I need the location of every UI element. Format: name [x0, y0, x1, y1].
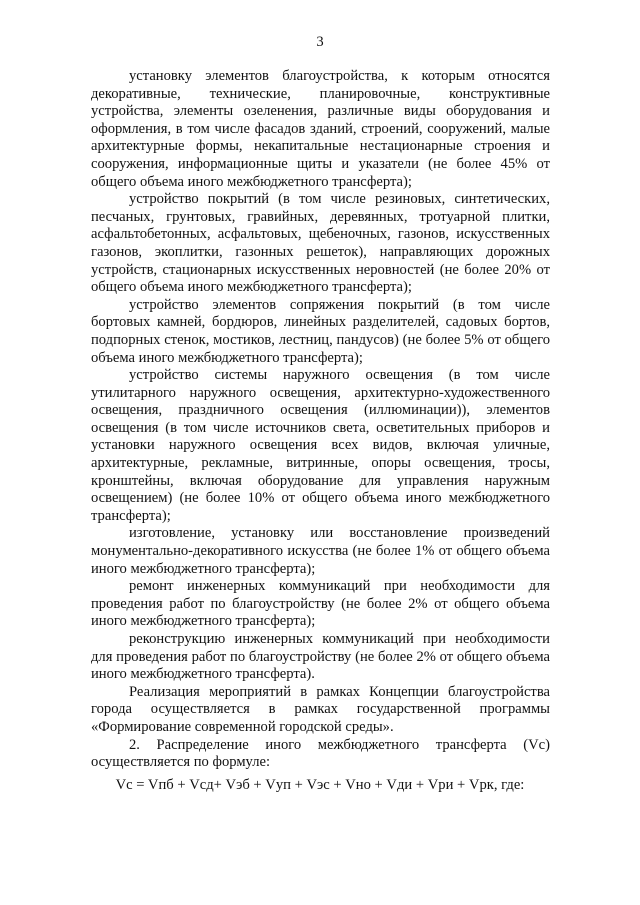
paragraph-surfaces: устройство покрытий (в том числе резиновых, синтетических, песчаных, грунтовых, гравийных, деревянных, тротуарной плитки, асфальтобетонных, асфальтовых, щебеночных, газонов, искусственных газонов, экоплитки, газонных решеток), направляющих дорожных устройств, стационарных искусственных неровностей (не более 20% от общего объема иного межбюджетного трансферта);	[91, 191, 550, 296]
page-number: 3	[316, 34, 324, 50]
document-body	[91, 68, 550, 772]
paragraph-surface-junctions: устройство элементов сопряжения покрытий (в том числе бортовых камней, бордюров, линейных разделителей, садовых бортов, подпорных стенок, мостиков, лестниц, пандусов) (не более 5% от общего объема иного межбюджетного трансферта);	[91, 296, 550, 366]
paragraph-landscaping-elements: установку элементов благоустройства, к которым относятся декоративные, технические, планировочные, конструктивные устройства, элементы озеленения, различные виды оборудования и оформления, в том числе фасадов зданий, строений, сооружений, малые архитектурные формы, некапитальные нестационарные строения и сооружения, информационные щиты и указатели (не более 45% от общего объема иного межбюджетного трансферта);	[91, 68, 550, 190]
paragraph-utility-repair: ремонт инженерных коммуникаций при необходимости для проведения работ по благоустройству (не более 2% от общего объема иного межбюджетного трансферта);	[91, 578, 550, 630]
paragraph-transfer-distribution: 2. Распределение иного межбюджетного трансферта (Vc) осуществляется по формуле:	[91, 736, 550, 771]
paragraph-outdoor-lighting: устройство системы наружного освещения (в том числе утилитарного наружного освещения, архитектурно-художественного освещения, праздничного освещения (иллюминации)), элементов освещения (в том числе источников света, осветительных приборов и установки наружного освещения всех видов, включая уличные, архитектурные, рекламные, витринные, опоры освещения, тросы, кронштейны, включая оборудование для управления наружным освещением) (не более 10% от общего объема иного межбюджетного трансферта);	[91, 367, 550, 524]
paragraph-monumental-art: изготовление, установку или восстановление произведений монументально-декоративного искусства (не более 1% от общего объема иного межбюджетного трансферта);	[91, 525, 550, 577]
paragraph-concept-implementation: Реализация мероприятий в рамках Концепции благоустройства города осуществляется в рамках государственной программы «Формирование современной городской среды».	[91, 683, 550, 735]
paragraph-utility-reconstruction: реконструкцию инженерных коммуникаций при необходимости для проведения работ по благоустройству (не более 2% от общего объема иного межбюджетного трансферта).	[91, 631, 550, 683]
distribution-formula: Vc = Vпб + Vсд+ Vэб + Vуп + Vэс + Vно + Vди + Vри + Vрк, где:	[115, 777, 525, 793]
